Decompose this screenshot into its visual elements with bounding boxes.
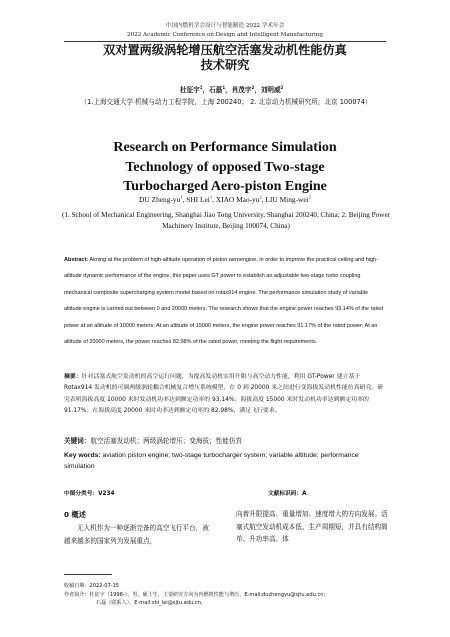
title-en-line-1: Research on Performance Simulation	[113, 140, 337, 155]
author-cn: 肖茂宇	[231, 86, 252, 94]
abstract-cn-text: 针对活塞式航空发动机的高空运行问题，为提高发动机实用升限与高空动力性能，利用 GT-Power 建立基于 Rotax914 发动机的可调两级涡轮耦合机械复合增压系统模型，在 0 到 20000 米之间进行变海拔发动机性能仿真研究。研究表明海拔高度 10000 米时发动机功率达到额定功率的 93.14%；海拔高度 15000 米时发动机功率达到额定功率的 91.17%；在海拔高度 20000 米时功率达到额定功率的 82.98%，满足飞行要求。	[64, 374, 384, 415]
author-en: LIU Ming-wei	[265, 195, 309, 204]
footnote-received: 收稿日期：2022-07-15	[64, 583, 120, 589]
title-en-line-2: Technology of opposed Two-stage	[125, 159, 325, 175]
header-rule	[64, 41, 386, 42]
footnote-rule	[64, 574, 112, 575]
footnotes	[64, 582, 394, 608]
author-cn: 石磊	[209, 86, 223, 94]
keywords-cn-text: 航空活塞发动机；两级涡轮增压；变海拔；性能仿真	[90, 437, 243, 445]
title-en-line-3: Turbocharged Aero-piston Engine	[123, 179, 327, 194]
authors-en: DU Zheng-$yu^1$, SHI Lei$^1$, XIAO Mao-$yu^2$, LIU Ming-wei$^2$	[139, 194, 311, 204]
author-cn: 刘明威	[260, 86, 281, 94]
section-heading: 0 概述	[64, 510, 86, 519]
author-en: SHI Lei	[186, 195, 210, 204]
author-cn: 杜征宇	[180, 86, 200, 94]
abstract-en-text: Aiming at the problem of high-altitude operation of piston aeroengine, in order to improve the practical ceiling and high-altitude dynamic performance of the engine, this paper uses GT power to establish an adjustable two-stage turbo coupling mechanical composite supercharging system model based on rotax914 engine. The performance simulation study of variable altitude engine is carried out between 0 and 20000 meters. The research shows that the engine power reaches 93.14% of the rated power at an altitude of 10000 meters; At an altitude of 15000 meters, the engine power reaches 91.17% of the rated power; At an altitude of 20000 meters, the power reaches 82.98% of the rated power, meeting the flight requirements.	[64, 257, 384, 346]
abstract-en-label: Abstract:	[64, 257, 89, 263]
abstract-cn-label: 摘要：	[64, 374, 82, 380]
affiliation-cn: （1.上海交通大学 机械与动力工程学院，上海 200240； 2. 北京动力机械研究所，北京 100074）	[80, 98, 372, 106]
author-en: DU Zheng-yu	[139, 195, 181, 204]
conference-header-en: 2022 Academic Conference on Design and Intelligent Manufacturing	[127, 32, 323, 38]
body-left-column: 无人机作为一种逐渐完备的高空飞行平台，被越来越多的国家列为发展重点，	[64, 524, 209, 545]
keywords-cn	[64, 435, 386, 445]
keywords-en	[64, 450, 386, 472]
conference-header-cn: 中国内燃机学会设计与智能制造 2022 学术年会	[165, 23, 285, 29]
abstract-cn	[64, 372, 386, 418]
title-cn-line-1: 双对置两级涡轮增压航空活塞发动机性能仿真	[103, 43, 347, 57]
clc-number: 中图分类号：V234	[64, 491, 115, 497]
footnote-author-bio: 作者简介：杜征宇（1998-），男，硕士生，主要研究方向为内燃机性能与增压，E-mail:duzhengyu@sjtu.edu.cn；	[64, 591, 329, 598]
author-en: XIAO Mao-yu	[215, 195, 260, 204]
document-code: 文献标识码：A	[268, 491, 307, 497]
abstract-en	[64, 252, 386, 350]
authors-cn: 杜征宇$^1$，石磊$^1$，肖茂宇$^2$，刘明威$^2$	[180, 84, 284, 94]
body-right-column: 向着升限提高、重量增加、速度增大的方向发展。活塞式航空发动机成本低、生产周期短，并具有结构简单、升功率高、体	[236, 510, 388, 543]
affiliation-en: (1. School of Mechanical Engineering, Shanghai Jiao Tong University, Shanghai 200240, China; 2. Beijing Power Machinery Institute, Beijing 100074, China)	[61, 211, 391, 230]
title-cn-line-2: 技术研究	[200, 58, 250, 72]
title-cn	[40, 43, 410, 73]
keywords-en-label: Key words:	[64, 452, 101, 459]
footnote-contact: 石磊（联系人），E-mail:shi_lei@sjtu.edu.cn。	[96, 600, 207, 607]
title-en	[40, 138, 410, 197]
keywords-en-text: aviation piston engine; two-stage turbocharger system; variable altitude; performance simulation	[64, 452, 359, 470]
keywords-cn-label: 关键词：	[64, 437, 91, 445]
